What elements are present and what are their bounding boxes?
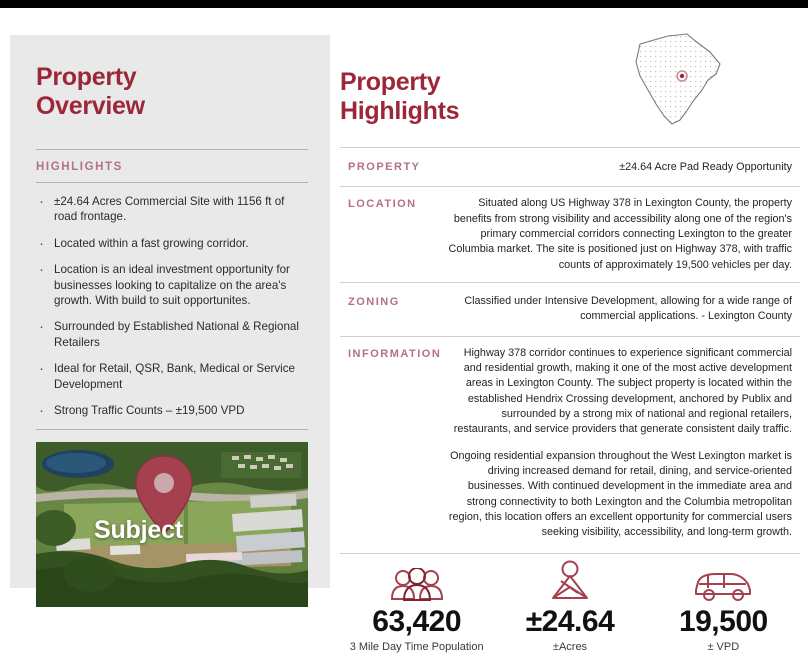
stat-acres xyxy=(493,560,646,653)
people-group-icon xyxy=(340,560,493,602)
car-icon xyxy=(647,560,800,602)
property-highlights-panel xyxy=(340,28,800,653)
property-overview-panel xyxy=(10,35,330,588)
location-row-label: LOCATION xyxy=(348,198,417,211)
stat-vpd-value: 19,500 xyxy=(678,604,768,638)
highlights-label: HIGHLIGHTS xyxy=(36,161,123,173)
location-row-value: Situated along US Highway 378 in Lexington County, the property benefits from strong visibility and accessibility along one of the region's primary commercial corridors connecting Lexington to the greater Columbia market. The site is positioned just on Highway 378, with traffic counts of approximately 19,500 vehicles per day. xyxy=(448,197,792,271)
information-row-label: INFORMATION xyxy=(348,347,442,360)
document-page xyxy=(0,8,808,653)
stat-vpd xyxy=(647,560,800,653)
list-item: · Location is an ideal investment opportunity for businesses looking to capitalize on the area's growth. With build to suit opportunites. xyxy=(36,262,308,308)
stat-vpd-label: ± VPD xyxy=(707,641,740,653)
zoning-row xyxy=(340,283,800,336)
stat-acres-value: ±24.64 xyxy=(525,604,615,638)
stats-row xyxy=(340,560,800,653)
highlights-title-line1: Property xyxy=(340,68,441,96)
list-item: · Ideal for Retail, QSR, Bank, Medical or Service Development xyxy=(36,361,308,392)
overview-title-line1: Property xyxy=(36,63,137,91)
zoning-row-value: Classified under Intensive Development, allowing for a wide range of commercial applications. - Lexington County xyxy=(464,294,792,323)
property-row-value: ±24.64 Acre Pad Ready Opportunity xyxy=(619,161,792,173)
highlights-title-line2: Highlights xyxy=(340,97,460,125)
property-row-label: PROPERTY xyxy=(348,161,421,173)
aerial-site-photo xyxy=(36,442,308,607)
highlights-bullet-list xyxy=(36,194,308,418)
map-pin-icon xyxy=(493,560,646,602)
property-highlights-title xyxy=(340,28,800,126)
divider-above-stats xyxy=(340,553,800,554)
information-paragraph-1: Highway 378 corridor continues to experience significant commercial and residential growth, making it one of the most active development areas in Lexington County. The subject property is located within the established Hendrix Crossing development, anchored by Publix and surrounded by a strong mix of national and regional retailers, restaurants, and service providers that generate consistent daily traffic. xyxy=(453,346,792,436)
stat-population-value: 63,420 xyxy=(372,604,462,638)
list-item: · ±24.64 Acres Commercial Site with 1156 ft of road frontage. xyxy=(36,194,308,225)
information-paragraph-2: Ongoing residential expansion throughout the West Lexington market is driving increased demand for retail, dining, and service-oriented businesses. With continued development in the immediate area and strong connectivity to both Lexington and the Columbia metropolitan region, this location offers an excellent opportunity for commercial users seeking visibility, accessibility, and long-term growth. xyxy=(448,449,792,539)
divider-below-highlights xyxy=(36,182,308,183)
top-bar xyxy=(0,0,808,8)
subject-label: Subject xyxy=(94,516,183,545)
property-row xyxy=(340,148,800,186)
overview-title-line2: Overview xyxy=(36,92,145,120)
divider-above-photo xyxy=(36,429,308,430)
property-overview-title xyxy=(36,63,308,121)
south-carolina-map-icon xyxy=(624,30,728,134)
stat-population xyxy=(340,560,493,653)
list-item: · Located within a fast growing corridor. xyxy=(36,236,308,251)
stat-population-label: 3 Mile Day Time Population xyxy=(349,641,484,653)
list-item: · Surrounded by Established National & Regional Retailers xyxy=(36,319,308,350)
zoning-row-label: ZONING xyxy=(348,295,400,308)
information-row-value xyxy=(448,346,800,541)
stat-acres-label: ±Acres xyxy=(552,641,588,653)
location-row xyxy=(340,187,800,282)
list-item: · Strong Traffic Counts – ±19,500 VPD xyxy=(36,403,308,418)
information-row xyxy=(340,337,800,553)
